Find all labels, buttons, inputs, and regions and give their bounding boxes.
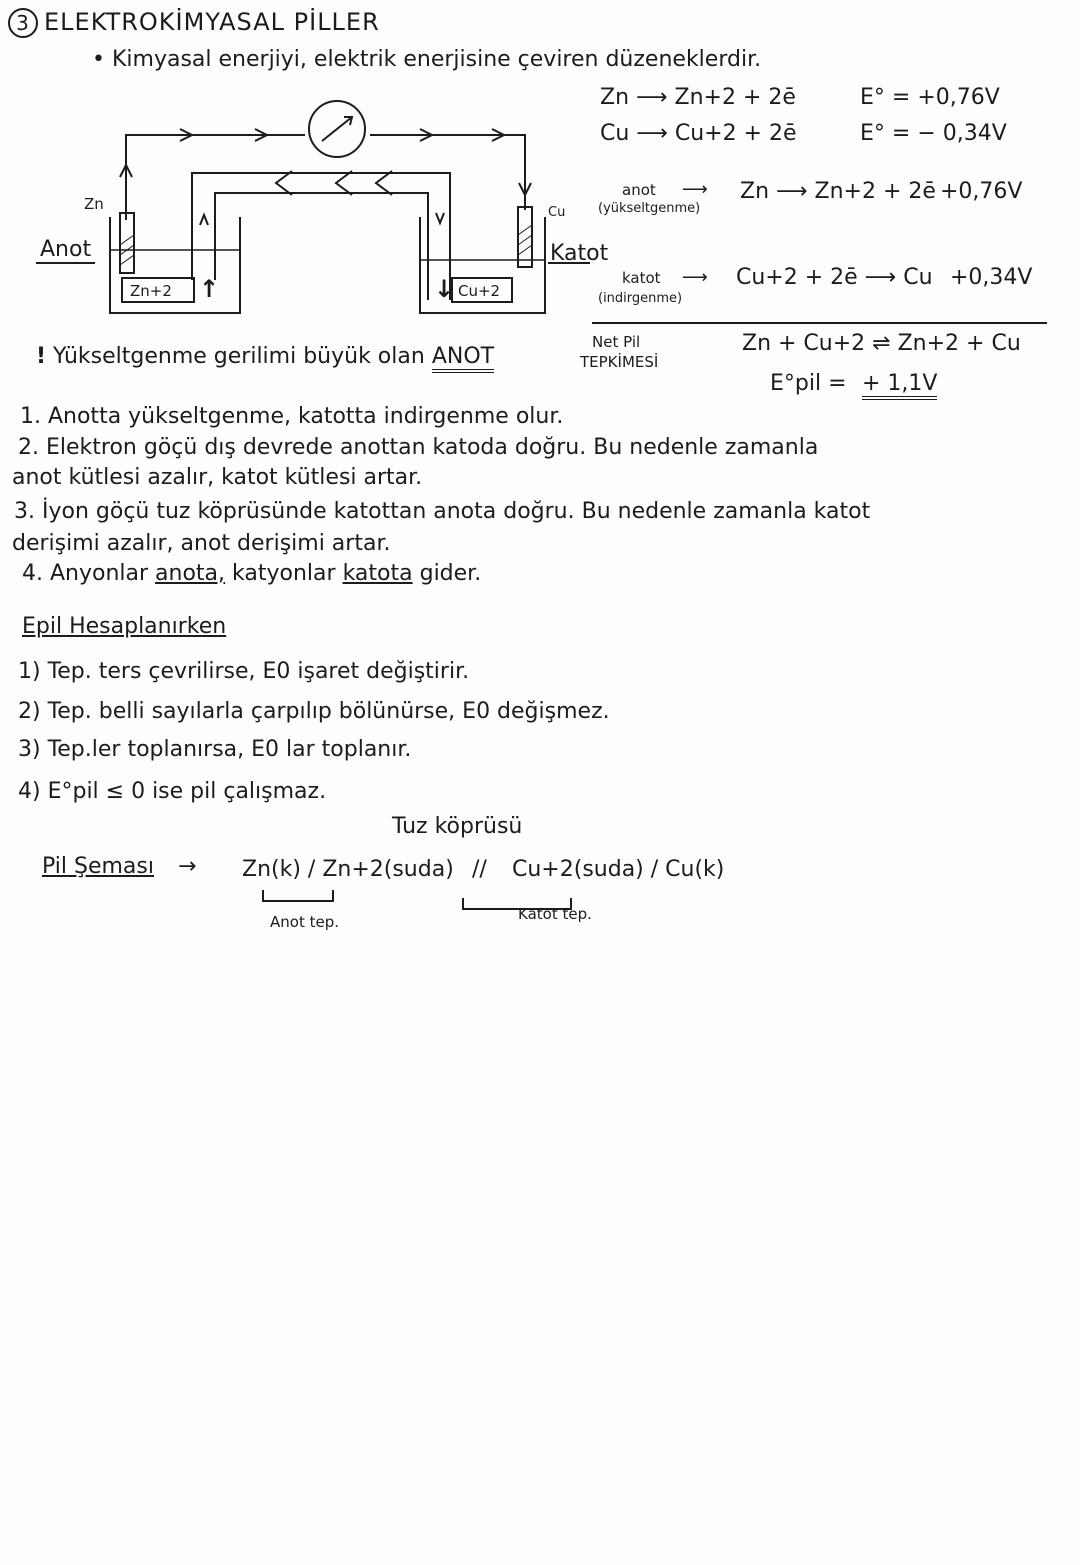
katot-arrow-icon: ⟶ bbox=[682, 267, 708, 288]
down-arrow-icon: ↓ bbox=[434, 275, 455, 303]
katot-value: +0,34V bbox=[950, 265, 1033, 290]
epil-item-1: 1) Tep. ters çevrilirse, E0 işaret değiştirir. bbox=[18, 659, 470, 684]
note-text: Yükseltgenme gerilimi büyük olan bbox=[53, 344, 425, 369]
schema-cathode: Cu+2(suda) / Cu(k) bbox=[512, 857, 725, 882]
katot-eq: Cu+2 + 2ē ⟶ Cu bbox=[736, 265, 933, 290]
cu-electrode-label: Cu bbox=[548, 205, 566, 220]
net-label-1: Net Pil bbox=[592, 333, 641, 351]
title-text: ELEKTROKİMYASAL PİLLER bbox=[44, 8, 380, 36]
cathode-caption: Katot tep. bbox=[518, 905, 592, 923]
cu-e0: E° = − 0,34V bbox=[860, 121, 1007, 146]
rule-line-3: anot kütlesi azalır, katot kütlesi artar. bbox=[12, 465, 423, 490]
schema-anode: Zn(k) / Zn+2(suda) bbox=[242, 857, 454, 882]
rule-line-2: 2. Elektron göçü dış devrede anottan katoda doğru. Bu nedenle zamanla bbox=[18, 435, 819, 460]
anot-arrow-icon: ⟶ bbox=[682, 179, 708, 200]
anot-eq: Zn ⟶ Zn+2 + 2ē bbox=[740, 179, 936, 204]
note-line bbox=[36, 345, 494, 369]
schema-bridge: // bbox=[472, 857, 487, 882]
rule-line-5: derişimi azalır, anot derişimi artar. bbox=[12, 531, 391, 556]
anot-label: anot bbox=[622, 181, 656, 199]
rule4-p2: katyonlar bbox=[232, 561, 336, 586]
schema-label: Pil Şeması bbox=[42, 854, 154, 879]
cu-ion-label: Cu+2 bbox=[458, 282, 501, 300]
page-title bbox=[8, 8, 380, 38]
anode-caption: Anot tep. bbox=[270, 913, 339, 931]
rule4-anota: anota, bbox=[155, 561, 226, 586]
definition-line bbox=[92, 48, 761, 72]
rule4-p1: 4. Anyonlar bbox=[22, 561, 149, 586]
zn-reaction: Zn ⟶ Zn+2 + 2ē bbox=[600, 85, 796, 110]
katot-label: katot bbox=[622, 269, 661, 287]
epil-value: + 1,1V bbox=[862, 372, 937, 400]
warning-icon: ! bbox=[36, 344, 47, 369]
epil-label: E°pil = bbox=[770, 371, 847, 396]
rule4-katota: katota bbox=[342, 561, 413, 586]
epil-item-3: 3) Tep.ler toplanırsa, E0 lar toplanır. bbox=[18, 737, 412, 762]
cathode-label: Katot bbox=[550, 241, 609, 266]
net-separator bbox=[592, 322, 1047, 324]
note-emph: ANOT bbox=[432, 344, 494, 373]
zn-ion-label: Zn+2 bbox=[130, 282, 172, 300]
net-eq: Zn + Cu+2 ⇌ Zn+2 + Cu bbox=[742, 331, 1021, 356]
schema-arrow-icon: → bbox=[178, 854, 197, 879]
anot-sub: (yükseltgenme) bbox=[598, 201, 701, 216]
epil-item-2: 2) Tep. belli sayılarla çarpılıp bölünürse, E0 değişmez. bbox=[18, 699, 610, 724]
bullet-icon: • bbox=[92, 47, 105, 72]
definition-text: Kimyasal enerjiyi, elektrik enerjisine çeviren düzeneklerdir. bbox=[111, 47, 762, 72]
anot-value: +0,76V bbox=[940, 179, 1023, 204]
anode-label: Anot bbox=[36, 238, 95, 264]
epil-heading: Epil Hesaplanırken bbox=[22, 614, 227, 639]
net-label-2: TEPKİMESİ bbox=[580, 353, 659, 371]
rule-line-6 bbox=[22, 562, 481, 586]
section-number: 3 bbox=[8, 8, 38, 38]
epil-item-4: 4) E°pil ≤ 0 ise pil çalışmaz. bbox=[18, 779, 327, 804]
up-arrow-icon: ↑ bbox=[199, 275, 220, 303]
rule4-p3: gider. bbox=[419, 561, 482, 586]
katot-sub: (indirgenme) bbox=[598, 291, 683, 306]
rule-line-4: 3. İyon göçü tuz köprüsünde katottan anota doğru. Bu nedenle zamanla katot bbox=[14, 499, 871, 524]
rule-line-1: 1. Anotta yükseltgenme, katotta indirgenme olur. bbox=[20, 404, 564, 429]
salt-bridge-label: Tuz köprüsü bbox=[392, 814, 523, 839]
cu-reaction: Cu ⟶ Cu+2 + 2ē bbox=[600, 121, 797, 146]
anode-brace bbox=[262, 890, 334, 902]
zn-electrode-label: Zn bbox=[84, 195, 104, 213]
zn-e0: E° = +0,76V bbox=[860, 85, 1000, 110]
